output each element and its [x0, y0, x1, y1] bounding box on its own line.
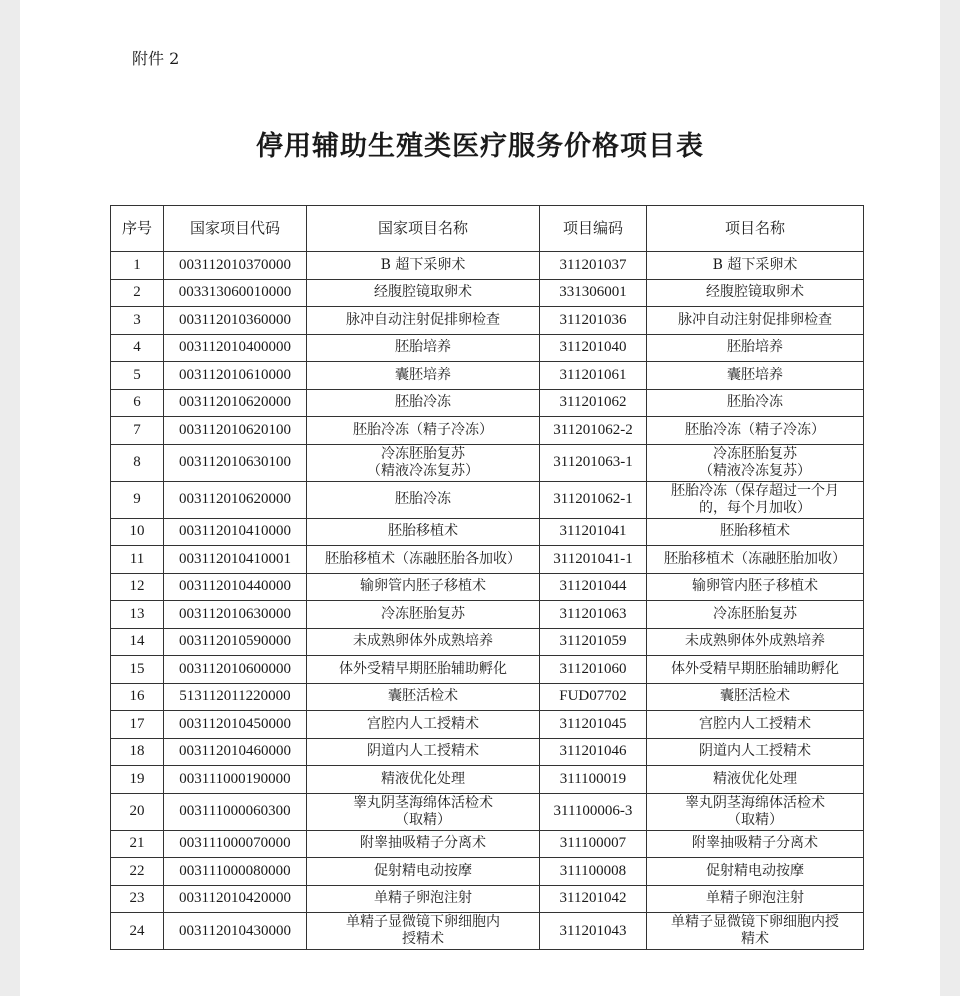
table-row [111, 307, 864, 335]
table-row [111, 766, 864, 794]
row-index-cell: 13 [111, 601, 164, 629]
item-name-cell: 胚胎培养 [647, 334, 864, 362]
row-index-cell: 17 [111, 711, 164, 739]
item-name-cell: 胚胎冷冻（保存超过一个月 的，每个月加收） [647, 481, 864, 518]
national-name-cell: 精液优化处理 [307, 766, 540, 794]
price-items-table [110, 205, 864, 950]
table-row [111, 417, 864, 445]
national-code-cell: 513112011220000 [164, 683, 307, 711]
table-row [111, 830, 864, 858]
national-code-cell: 003112010440000 [164, 573, 307, 601]
national-code-cell: 003111000060300 [164, 793, 307, 830]
national-name-cell: 宫腔内人工授精术 [307, 711, 540, 739]
row-index-cell: 4 [111, 334, 164, 362]
item-name-cell: 胚胎冷冻（精子冷冻） [647, 417, 864, 445]
item-code-cell: 311201063 [540, 601, 647, 629]
national-code-cell: 003112010450000 [164, 711, 307, 739]
row-index-cell: 5 [111, 362, 164, 390]
item-code-cell: 311201063-1 [540, 444, 647, 481]
row-index-cell: 24 [111, 913, 164, 950]
item-code-cell: 331306001 [540, 279, 647, 307]
table-row [111, 546, 864, 574]
table-row [111, 683, 864, 711]
national-name-cell: 冷冻胚胎复苏 （精液冷冻复苏） [307, 444, 540, 481]
item-name-cell: 未成熟卵体外成熟培养 [647, 628, 864, 656]
row-index-cell: 9 [111, 481, 164, 518]
table-row [111, 252, 864, 280]
national-name-cell: 冷冻胚胎复苏 [307, 601, 540, 629]
item-name-cell: 精液优化处理 [647, 766, 864, 794]
national-code-cell: 003112010590000 [164, 628, 307, 656]
row-index-cell: 22 [111, 858, 164, 886]
national-code-cell: 003112010370000 [164, 252, 307, 280]
item-code-cell: 311201037 [540, 252, 647, 280]
item-code-cell: 311201036 [540, 307, 647, 335]
item-code-cell: 311201042 [540, 885, 647, 913]
item-name-cell: 阴道内人工授精术 [647, 738, 864, 766]
national-name-cell: 睾丸阴茎海绵体活检术 （取精） [307, 793, 540, 830]
national-name-cell: 囊胚培养 [307, 362, 540, 390]
item-name-cell: 输卵管内胚子移植术 [647, 573, 864, 601]
table-row [111, 738, 864, 766]
item-name-cell: 宫腔内人工授精术 [647, 711, 864, 739]
table-row [111, 481, 864, 518]
national-name-cell: 胚胎冷冻 [307, 481, 540, 518]
item-code-cell: 311201041-1 [540, 546, 647, 574]
national-code-cell: 003112010430000 [164, 913, 307, 950]
national-code-cell: 003111000080000 [164, 858, 307, 886]
row-index-cell: 18 [111, 738, 164, 766]
row-index-cell: 11 [111, 546, 164, 574]
item-name-cell: 经腹腔镜取卵术 [647, 279, 864, 307]
national-name-cell: B 超下采卵术 [307, 252, 540, 280]
national-code-cell: 003112010460000 [164, 738, 307, 766]
national-code-cell: 003111000190000 [164, 766, 307, 794]
header-item-name: 项目名称 [647, 206, 864, 252]
item-name-cell: 冷冻胚胎复苏 [647, 601, 864, 629]
table-row [111, 362, 864, 390]
item-name-cell: 单精子显微镜下卵细胞内授 精术 [647, 913, 864, 950]
item-name-cell: 促射精电动按摩 [647, 858, 864, 886]
table-row [111, 628, 864, 656]
national-code-cell: 003112010630100 [164, 444, 307, 481]
item-code-cell: 311201059 [540, 628, 647, 656]
item-code-cell: 311201060 [540, 656, 647, 684]
national-name-cell: 促射精电动按摩 [307, 858, 540, 886]
item-name-cell: 胚胎移植术（冻融胚胎加收） [647, 546, 864, 574]
national-name-cell: 未成熟卵体外成熟培养 [307, 628, 540, 656]
row-index-cell: 7 [111, 417, 164, 445]
national-name-cell: 脉冲自动注射促排卵检查 [307, 307, 540, 335]
row-index-cell: 6 [111, 389, 164, 417]
row-index-cell: 23 [111, 885, 164, 913]
item-code-cell: 311100008 [540, 858, 647, 886]
national-name-cell: 经腹腔镜取卵术 [307, 279, 540, 307]
item-code-cell: 311201062-2 [540, 417, 647, 445]
row-index-cell: 21 [111, 830, 164, 858]
row-index-cell: 19 [111, 766, 164, 794]
table-row [111, 518, 864, 546]
national-name-cell: 胚胎移植术 [307, 518, 540, 546]
national-code-cell: 003112010620000 [164, 389, 307, 417]
national-name-cell: 胚胎移植术（冻融胚胎各加收） [307, 546, 540, 574]
national-name-cell: 输卵管内胚子移植术 [307, 573, 540, 601]
national-code-cell: 003112010610000 [164, 362, 307, 390]
item-name-cell: 脉冲自动注射促排卵检查 [647, 307, 864, 335]
header-national-code: 国家项目代码 [164, 206, 307, 252]
item-name-cell: 附睾抽吸精子分离术 [647, 830, 864, 858]
item-code-cell: 311100007 [540, 830, 647, 858]
national-name-cell: 体外受精早期胚胎辅助孵化 [307, 656, 540, 684]
national-name-cell: 胚胎冷冻（精子冷冻） [307, 417, 540, 445]
item-name-cell: 冷冻胚胎复苏 （精液冷冻复苏） [647, 444, 864, 481]
national-code-cell: 003112010620000 [164, 481, 307, 518]
item-code-cell: 311201040 [540, 334, 647, 362]
item-code-cell: 311201062-1 [540, 481, 647, 518]
national-code-cell: 003112010630000 [164, 601, 307, 629]
table-row [111, 858, 864, 886]
row-index-cell: 12 [111, 573, 164, 601]
national-code-cell: 003111000070000 [164, 830, 307, 858]
header-national-name: 国家项目名称 [307, 206, 540, 252]
item-code-cell: 311100006-3 [540, 793, 647, 830]
national-name-cell: 阴道内人工授精术 [307, 738, 540, 766]
item-name-cell: 囊胚活检术 [647, 683, 864, 711]
national-code-cell: 003112010600000 [164, 656, 307, 684]
item-code-cell: 311201043 [540, 913, 647, 950]
table-header-row [111, 206, 864, 252]
attachment-label: 附件 2 [132, 49, 180, 68]
row-index-cell: 10 [111, 518, 164, 546]
table-row [111, 279, 864, 307]
table-row [111, 334, 864, 362]
national-code-cell: 003112010400000 [164, 334, 307, 362]
item-name-cell: 体外受精早期胚胎辅助孵化 [647, 656, 864, 684]
national-name-cell: 附睾抽吸精子分离术 [307, 830, 540, 858]
national-code-cell: 003112010360000 [164, 307, 307, 335]
national-code-cell: 003313060010000 [164, 279, 307, 307]
table-row [111, 444, 864, 481]
item-code-cell: 311201061 [540, 362, 647, 390]
table-row [111, 601, 864, 629]
item-name-cell: 囊胚培养 [647, 362, 864, 390]
national-name-cell: 单精子卵泡注射 [307, 885, 540, 913]
table-row [111, 793, 864, 830]
national-code-cell: 003112010420000 [164, 885, 307, 913]
national-name-cell: 囊胚活检术 [307, 683, 540, 711]
item-name-cell: 睾丸阴茎海绵体活检术 （取精） [647, 793, 864, 830]
item-code-cell: 311100019 [540, 766, 647, 794]
item-code-cell: FUD07702 [540, 683, 647, 711]
row-index-cell: 3 [111, 307, 164, 335]
national-name-cell: 胚胎培养 [307, 334, 540, 362]
table-row [111, 656, 864, 684]
table-row [111, 885, 864, 913]
national-code-cell: 003112010620100 [164, 417, 307, 445]
row-index-cell: 15 [111, 656, 164, 684]
item-code-cell: 311201046 [540, 738, 647, 766]
item-name-cell: 胚胎冷冻 [647, 389, 864, 417]
table-row [111, 913, 864, 950]
item-name-cell: 单精子卵泡注射 [647, 885, 864, 913]
row-index-cell: 14 [111, 628, 164, 656]
row-index-cell: 1 [111, 252, 164, 280]
row-index-cell: 16 [111, 683, 164, 711]
national-name-cell: 胚胎冷冻 [307, 389, 540, 417]
document-page [20, 0, 940, 996]
item-code-cell: 311201044 [540, 573, 647, 601]
item-name-cell: B 超下采卵术 [647, 252, 864, 280]
table-row [111, 389, 864, 417]
header-index: 序号 [111, 206, 164, 252]
table-row [111, 711, 864, 739]
row-index-cell: 2 [111, 279, 164, 307]
item-code-cell: 311201041 [540, 518, 647, 546]
national-name-cell: 单精子显微镜下卵细胞内 授精术 [307, 913, 540, 950]
item-name-cell: 胚胎移植术 [647, 518, 864, 546]
table-row [111, 573, 864, 601]
header-item-code: 项目编码 [540, 206, 647, 252]
national-code-cell: 003112010410001 [164, 546, 307, 574]
item-code-cell: 311201045 [540, 711, 647, 739]
row-index-cell: 20 [111, 793, 164, 830]
national-code-cell: 003112010410000 [164, 518, 307, 546]
row-index-cell: 8 [111, 444, 164, 481]
document-title: 停用辅助生殖类医疗服务价格项目表 [256, 131, 704, 162]
item-code-cell: 311201062 [540, 389, 647, 417]
